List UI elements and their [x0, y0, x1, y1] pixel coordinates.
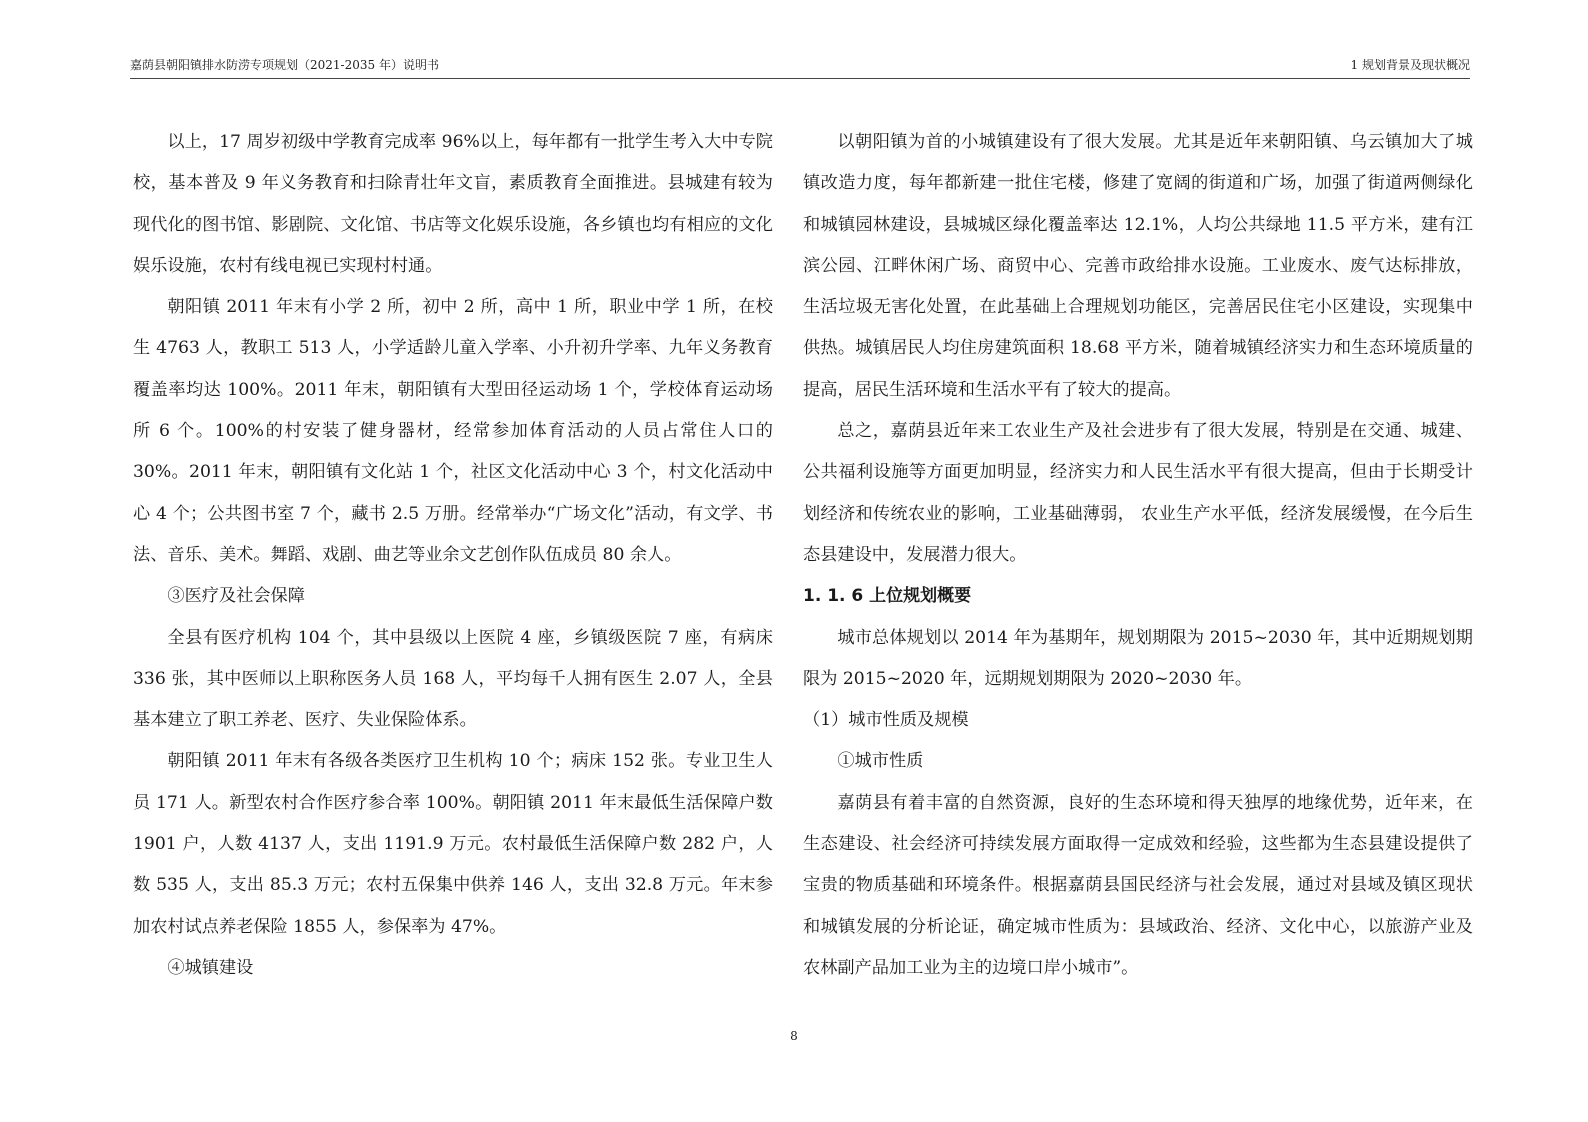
heading-city-nature: ①城市性质: [837, 751, 924, 772]
paragraph-education-summary: 以上，17 周岁初级中学教育完成率 96%以上，每年都有一批学生考入大中专院校，基本普及 9 年义务教育和扫除青壮年文盲，素质教育全面推进。县城建有较为现代化的图书馆、影剧院、文化馆、书店等文化娱乐设施，各乡镇也均有相应的文化娱乐设施，农村有线电视已实现村村通。: [133, 132, 773, 276]
page-header-title: 嘉荫县朝阳镇排水防涝专项规划（2021-2035 年）说明书: [130, 58, 439, 72]
paragraph-city-nature: 嘉荫县有着丰富的自然资源，良好的生态环境和得天独厚的地缘优势，近年来，在生态建设、社会经济可持续发展方面取得一定成效和经验，这些都为生态县建设提供了宝贵的物质基础和环境条件。根据嘉荫县国民经济与社会发展，通过对县域及镇区现状和城镇发展的分析论证，确定城市性质为：县域政治、经济、文化中心，以旅游产业及农林副产品加工业为主的边境口岸小城市”。: [803, 792, 1473, 978]
paragraph-county-medical: 全县有医疗机构 104 个，其中县级以上医院 4 座，乡镇级医院 7 座，有病床 336 张，其中医师以上职称医务人员 168 人，平均每千人拥有医生 2.07 人，全县基本建立了职工养老、医疗、失业保险体系。: [133, 627, 773, 731]
section-heading-upper-plan: 1. 1. 6 上位规划概要: [803, 586, 972, 607]
left-column: [133, 122, 773, 989]
paragraph-chaoyang-education: 朝阳镇 2011 年末有小学 2 所，初中 2 所，高中 1 所，职业中学 1 所，在校生 4763 人，教职工 513 人，小学适龄儿童入学率、小升初升学率、九年义务教育覆盖率均达 100%。2011 年末，朝阳镇有大型田径运动场 1 个，学校体育运动场所 6 个。100%的村安装了健身器材，经常参加体育活动的人员占常住人口的 30%。2011 年末，朝阳镇有文化站 1 个，社区文化活动中心 3 个，村文化活动中心 4 个；公共图书室 7 个，藏书 2.5 万册。经常举办“广场文化”活动，有文学、书法、音乐、美术。舞蹈、戏剧、曲艺等业余文艺创作队伍成员 80 余人。: [133, 297, 773, 565]
page-header-chapter: 1 规划背景及现状概况: [1350, 58, 1470, 72]
paragraph-master-plan-period: 城市总体规划以 2014 年为基期年，规划期限为 2015~2030 年，其中近期规划期限为 2015~2020 年，远期规划期限为 2020~2030 年。: [803, 627, 1473, 689]
paragraph-summary: 总之，嘉荫县近年来工农业生产及社会进步有了很大发展，特别是在交通、城建、公共福利设施等方面更加明显，经济实力和人民生活水平有很大提高，但由于长期受计划经济和传统农业的影响，工业基础薄弱， 农业生产水平低，经济发展缓慢，在今后生态县建设中，发展潜力很大。: [803, 421, 1473, 565]
paragraph-town-development: 以朝阳镇为首的小城镇建设有了很大发展。尤其是近年来朝阳镇、乌云镇加大了城镇改造力度，每年都新建一批住宅楼，修建了宽阔的街道和广场，加强了街道两侧绿化和城镇园林建设，县城城区绿化覆盖率达 12.1%，人均公共绿地 11.5 平方米，建有江滨公园、江畔休闲广场、商贸中心、完善市政给排水设施。工业废水、废气达标排放，生活垃圾无害化处置，在此基础上合理规划功能区，完善居民住宅小区建设，实现集中供热。城镇居民人均住房建筑面积 18.68 平方米，随着城镇经济实力和生态环境质量的提高，居民生活环境和生活水平有了较大的提高。: [803, 132, 1473, 400]
subheading-city-nature-scale: （1）城市性质及规模: [803, 710, 969, 731]
right-column: [803, 122, 1473, 989]
header-rule: [130, 78, 1470, 79]
heading-medical-social-security: ③医疗及社会保障: [167, 586, 305, 607]
page-number: 8: [790, 1029, 798, 1043]
heading-town-construction: ④城镇建设: [167, 957, 254, 978]
paragraph-chaoyang-medical: 朝阳镇 2011 年末有各级各类医疗卫生机构 10 个；病床 152 张。专业卫生人员 171 人。新型农村合作医疗参合率 100%。朝阳镇 2011 年末最低生活保障户数 1901 户，人数 4137 人，支出 1191.9 万元。农村最低生活保障户数 282 户，人数 535 人，支出 85.3 万元；农村五保集中供养 146 人，支出 32.8 万元。年末参加农村试点养老保险 1855 人，参保率为 47%。: [133, 751, 773, 937]
